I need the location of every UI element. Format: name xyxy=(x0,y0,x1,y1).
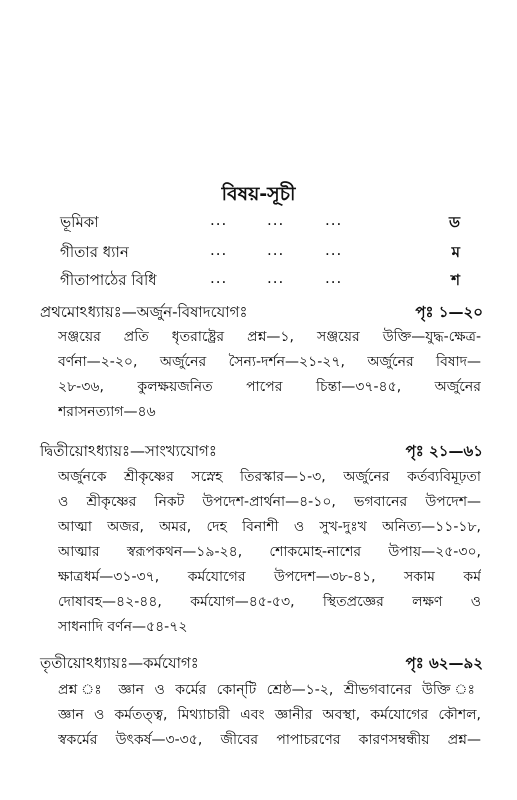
summary-line: আত্মার স্বরূপকথন—১৯-২৪, শোকমোহ-নাশের উপায়—২৫-৩০, xyxy=(58,544,481,560)
leader-dots: ... xyxy=(210,241,228,259)
front-entry-reading-rules xyxy=(60,269,460,295)
summary-line: ক্ষাত্রধর্ম—৩১-৩৭, কর্মযোগের উপদেশ—৩৮-৪১, সকাম কর্ম xyxy=(58,569,481,585)
front-entry-page: শ xyxy=(451,271,460,289)
leader-dots: ... xyxy=(267,211,285,229)
chapter-title: প্রথমোঽধ্যায়ঃ—অর্জুন-বিষাদযোগঃ xyxy=(40,303,248,321)
chapter-title: দ্বিতীয়োঽধ্যায়ঃ—সাংখ্যযোগঃ xyxy=(40,442,217,460)
chapter-title: তৃতীয়োঽধ্যায়ঃ—কর্মযোগঃ xyxy=(40,654,199,672)
summary-line: জ্ঞান ও কর্মতত্ত্ব, মিথ্যাচারী এবং জ্ঞানীর অবস্থা, কর্মযোগের কৌশল, xyxy=(58,707,481,723)
front-entry-page: ম xyxy=(451,243,460,261)
front-entry-label: গীতাপাঠের বিধি xyxy=(60,271,157,289)
chapter-summary-2 xyxy=(58,465,481,640)
front-entry-label: গীতার ধ্যান xyxy=(60,243,129,261)
leader-dots: ... xyxy=(325,211,343,229)
leader-dots: ... xyxy=(267,241,285,259)
summary-line: ও শ্রীকৃষ্ণের নিকট উপদেশ-প্রার্থনা—৪-১০, ভগবানের উপদেশ— xyxy=(58,494,481,510)
summary-line: প্রশ্ন ঃ জ্ঞান ও কর্মের কোন্‌টি শ্রেষ্ঠ—১-২, শ্রীভগবানের উক্তি ঃ xyxy=(58,682,481,698)
summary-line: স্বকর্মের উৎকর্ষ—৩-৩৫, জীবের পাপাচরণের কারণসম্বন্ধীয় প্রশ্ন— xyxy=(58,732,481,748)
chapter-summary-1 xyxy=(58,325,481,425)
leader-dots: ... xyxy=(210,211,228,229)
summary-line: ২৮-৩৬, কুলক্ষয়জনিত পাপের চিন্তা—৩৭-৪৫, অর্জুনের xyxy=(58,379,481,395)
leader-dots: ... xyxy=(325,241,343,259)
summary-line: দোষাবহ—৪২-৪৪, কর্মযোগ—৪৫-৫৩, স্থিতপ্রজ্ঞের লক্ষণ ও xyxy=(58,594,481,610)
chapter-pages: পৃঃ ২১—৬১ xyxy=(405,442,483,460)
summary-line: আত্মা অজর, অমর, দেহ বিনাশী ও সুখ-দুঃখ অনিত্য—১১-১৮, xyxy=(58,519,481,535)
chapter-summary-3 xyxy=(58,678,481,753)
leader-dots: ... xyxy=(210,269,228,287)
chapter-pages: পৃঃ ১—২০ xyxy=(415,303,483,321)
front-entry-page: ড xyxy=(448,213,460,231)
page-title: বিষয়-সূচী xyxy=(221,183,296,205)
leader-dots: ... xyxy=(325,269,343,287)
front-entry-introduction xyxy=(60,211,460,237)
leader-dots: ... xyxy=(267,269,285,287)
chapter-pages: পৃঃ ৬২—৯২ xyxy=(405,654,483,672)
front-entry-label: ভূমিকা xyxy=(60,213,99,231)
summary-line: অর্জুনকে শ্রীকৃষ্ণের সস্নেহ তিরস্কার—১-৩, অর্জুনের কর্তব্যবিমূঢ়তা xyxy=(58,469,481,485)
summary-line: সাধনাদি বর্ণন—৫৪-৭২ xyxy=(58,619,188,635)
summary-line: বর্ণনা—২-২০, অর্জুনের সৈন্য-দর্শন—২১-২৭, অর্জুনের বিষাদ— xyxy=(58,354,481,370)
front-entry-gita-dhyana xyxy=(60,241,460,267)
summary-line: সঞ্জয়ের প্রতি ধৃতরাষ্ট্রের প্রশ্ন—১, সঞ্জয়ের উক্তি—যুদ্ধ-ক্ষেত্র- xyxy=(58,329,481,345)
summary-line: শরাসনত্যাগ—৪৬ xyxy=(58,404,156,420)
